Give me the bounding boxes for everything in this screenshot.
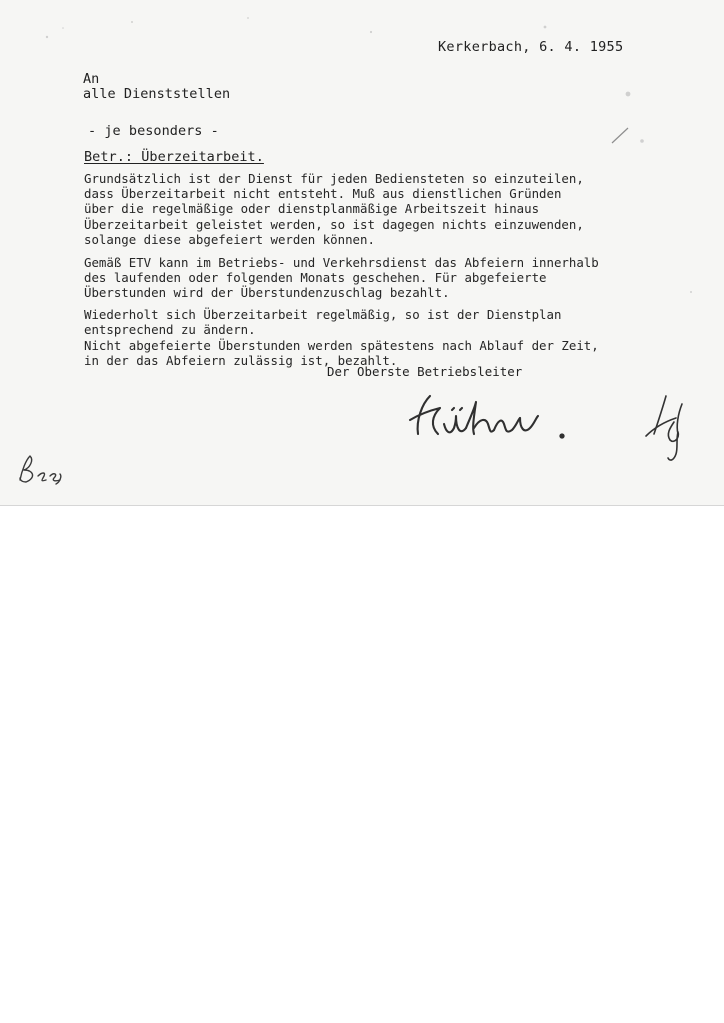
paper-speckles	[0, 0, 724, 505]
paragraph-1	[84, 171, 584, 247]
signoff-title: Der Oberste Betriebsleiter	[327, 364, 523, 379]
paragraph-line: Grundsätzlich ist der Dienst für jeden Bediensteten so einzuteilen,	[84, 171, 584, 186]
paragraph-line: dass Überzeitarbeit nicht entsteht. Muß aus dienstlichen Gründen	[84, 186, 562, 202]
paragraph-line: Nicht abgefeierte Überstunden werden spätestens nach Ablauf der Zeit,	[84, 338, 599, 353]
handwritten-initials	[636, 392, 696, 472]
paragraph-line: in der das Abfeiern zulässig ist, bezahlt.	[84, 353, 398, 369]
distribution-note: - je besonders -	[88, 123, 219, 139]
paragraph-line: Wiederholt sich Überzeitarbeit regelmäßig, so ist der Dienstplan	[84, 307, 562, 322]
paper-bottom-edge	[0, 505, 724, 506]
paragraph-line: Überstunden wird der Überstundenzuschlag bezahlt.	[84, 285, 450, 301]
paragraph-line: Überzeitarbeit geleistet werden, so ist dagegen nichts einzuwenden,	[84, 216, 584, 232]
paragraph-3	[84, 307, 561, 337]
paragraph-2	[84, 255, 599, 301]
handwritten-signature	[402, 388, 572, 448]
paragraph-line: entsprechend zu ändern.	[84, 322, 256, 338]
margin-initials	[12, 452, 72, 492]
paragraph-line: Gemäß ETV kann im Betriebs- und Verkehrsdienst das Abfeiern innerhalb	[84, 255, 599, 270]
paragraph-line: des laufenden oder folgenden Monats geschehen. Für abgefeierte	[84, 270, 547, 286]
recipient: alle Dienststellen	[83, 86, 231, 102]
place-date: Kerkerbach, 6. 4. 1955	[438, 39, 624, 55]
paragraph-line: über die regelmäßige oder dienstplanmäßige Arbeitszeit hinaus	[84, 201, 540, 217]
paragraph-line: solange diese abgefeiert werden können.	[84, 231, 375, 247]
subject-line: Betr.: Überzeitarbeit.	[84, 149, 264, 165]
addressee-label: An	[83, 71, 100, 87]
